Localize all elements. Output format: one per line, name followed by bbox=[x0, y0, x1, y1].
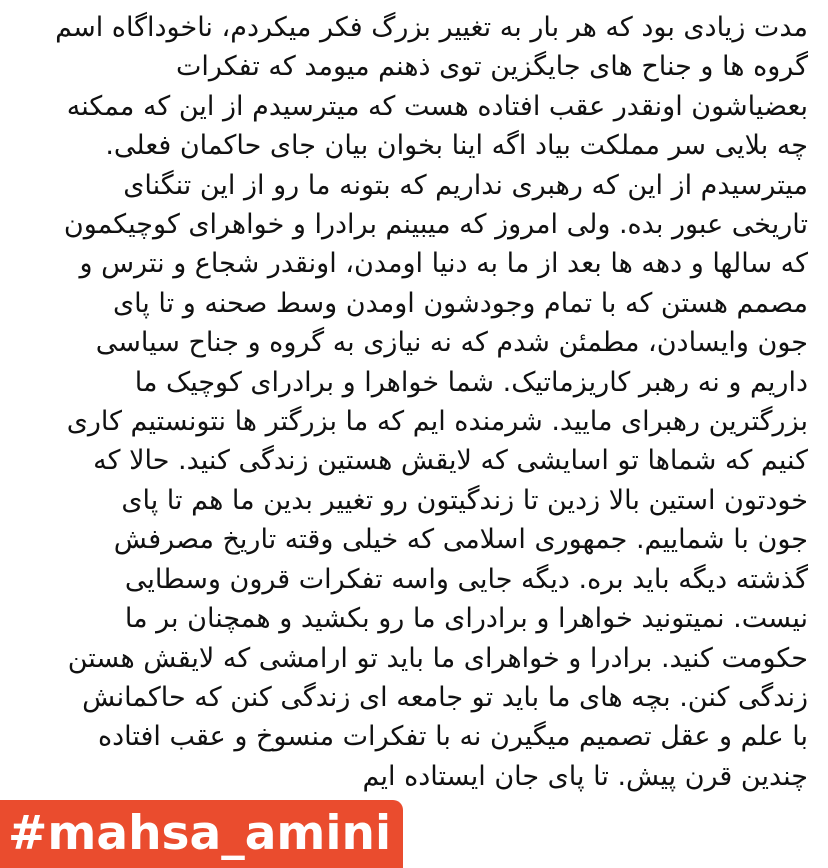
text-line: مدت زیادی بود که هر بار به تغییر بزرگ فکر میکردم، ناخوداگاه اسم bbox=[55, 12, 808, 43]
text-line: جون با شماییم. جمهوری اسلامی که خیلی وقته تاریخ مصرفش bbox=[113, 524, 808, 556]
text-line: میترسیدم از این که رهبری نداریم که بتونه ما رو از این تنگنای bbox=[123, 169, 808, 201]
text-line: گذشته دیگه باید بره. دیگه جایی واسه تفکرات قرون وسطایی bbox=[124, 563, 808, 595]
text-line: زندگی کنن. بچه های ما باید تو جامعه ای زندگی کنن که حاکمانش bbox=[82, 681, 808, 713]
text-line: داریم و نه رهبر کاریزماتیک. شما خواهرا و برادرای کوچیک ما bbox=[134, 366, 808, 398]
text-line: بعضیاشون اونقدر عقب افتاده هست که میترسیدم از این که ممکنه bbox=[66, 90, 808, 122]
text-line: حکومت کنید. برادرا و خواهرای ما باید تو ارامشی که لایقش هستن bbox=[67, 642, 808, 674]
text-line: جون وایسادن، مطمئن شدم که نه نیازی به گروه و جناح سیاسی bbox=[95, 327, 808, 359]
text-line: مصمم هستن که با تمام وجودشون اومدن وسط صحنه و تا پای bbox=[112, 287, 808, 319]
post-text bbox=[20, 8, 808, 796]
text-line: خودتون استین بالا زدین تا زندگیتون رو تغییر بدین ما هم تا پای bbox=[121, 484, 808, 516]
text-line: نیست. نمیتونید خواهرا و برادرای ما رو بکشید و همچنان بر ما bbox=[124, 603, 808, 635]
text-line: با علم و عقل تصمیم میگیرن نه با تفکرات منسوخ و عقب افتاده bbox=[97, 721, 808, 753]
text-line: بزرگترین رهبرای مایید. شرمنده ایم که ما بزرگتر ها نتونستیم کاری bbox=[66, 406, 808, 438]
text-line: کنیم که شماها تو اسایشی که لایقش هستین زندگی کنید. حالا که bbox=[93, 445, 808, 477]
text-line: تاریخی عبور بده. ولی امروز که میبینم برادرا و خواهرای کوچیکمون bbox=[63, 209, 808, 241]
text-line: چه بلایی سر مملکت بیاد اگه اینا بخوان بیان جای حاکمان فعلی. bbox=[105, 130, 808, 162]
hashtag-badge: #mahsa_amini bbox=[0, 800, 403, 868]
text-line: که سالها و دهه ها بعد از ما به دنیا اومدن، اونقدر شجاع و نترس و bbox=[79, 248, 808, 280]
text-line: گروه ها و جناح های جایگزین توی ذهنم میومد که تفکرات bbox=[175, 51, 808, 83]
text-line: چندین قرن پیش. تا پای جان ایستاده ایم bbox=[362, 760, 808, 792]
